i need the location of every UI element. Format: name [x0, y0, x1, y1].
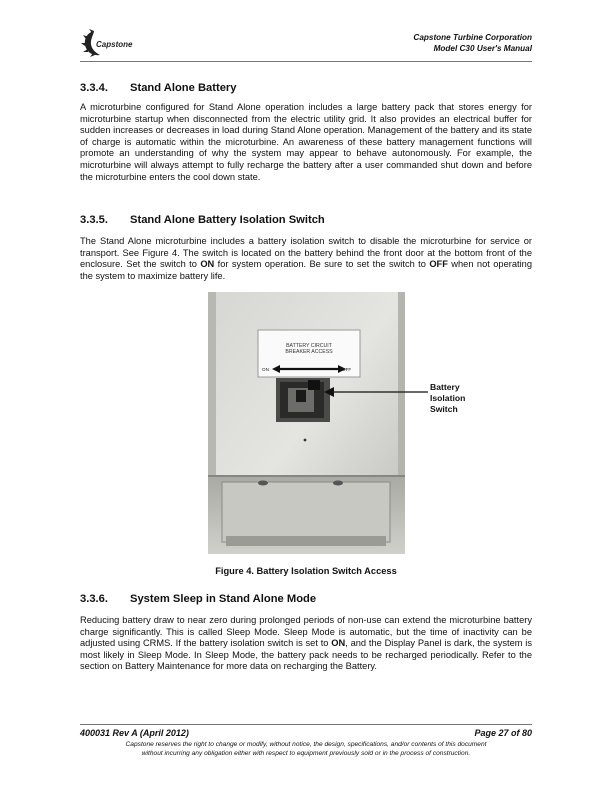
section-body: A microturbine configured for Stand Alone operation includes a large battery pack that stores energy for microturbine startup when disconnected from the electric utility grid. It also provides an electrical buffer for sudden increases or decreases in load during Stand Alone operation. Management of the battery and its state of charge is automatic within the microturbine. An awareness of these battery management functions will promote an understanding of why the system may appear to behave autonomously. For example, the microturbine will always attempt to fully recharge the battery after a user commanded shut down and before the microturbine enters the cool down state. [80, 102, 532, 182]
capstone-logo [80, 28, 150, 58]
page-header [80, 26, 532, 60]
callout-arrow [322, 382, 432, 402]
logo-text: Capstone [96, 40, 133, 49]
sign-text: BREAKER ACCESS [285, 349, 333, 355]
footer-rule [80, 724, 532, 725]
footer-disclaimer: Capstone reserves the right to change or modify, without notice, the design, specifications, and/or contents of this document without incurring any obligation either with respect to equipment previously sold or in the process of construction. [125, 741, 487, 757]
callout-label: Battery Isolation Switch [430, 382, 466, 414]
sign-on: ON [262, 367, 269, 372]
manual-title: Model C30 User's Manual [433, 44, 532, 53]
section-heading: 3.3.5. Stand Alone Battery Isolation Switch [80, 214, 325, 226]
header-rule [80, 61, 532, 62]
company-name: Capstone Turbine Corporation [413, 33, 532, 42]
figure-caption: Figure 4. Battery Isolation Switch Access [215, 566, 397, 576]
document-revision: 400031 Rev A (April 2012) [80, 728, 189, 738]
section-body: Reducing battery draw to near zero during prolonged periods of non-use can extend the microturbine battery charge significantly. This is called Sleep Mode. Sleep Mode is automatic, but the time of inactivity can be adjusted using CRMS. If the battery isolation switch is set to ON, and the Display Panel is dark, the system is most likely in Sleep Mode. In Sleep Mode, the battery pack needs to be recharged periodically. Refer to the section on Battery Maintenance for more data on recharging the Battery. [80, 615, 532, 672]
sign-text: BATTERY CIRCUIT [286, 343, 332, 349]
section-body: The Stand Alone microturbine includes a battery isolation switch to disable the microturbine for service or transport. See Figure 4. The switch is located on the battery behind the front door at the bottom front of the enclosure. Set the switch to ON for system operation. Be sure to set the switch to OFF when not operating the system to maximize battery life. [80, 236, 532, 281]
sign-off: OFF [342, 367, 352, 372]
battery-switch-photo [208, 292, 405, 554]
section-heading: 3.3.4. Stand Alone Battery [80, 82, 237, 94]
page-number: Page 27 of 80 [474, 728, 532, 738]
section-heading: 3.3.6. System Sleep in Stand Alone Mode [80, 593, 317, 605]
